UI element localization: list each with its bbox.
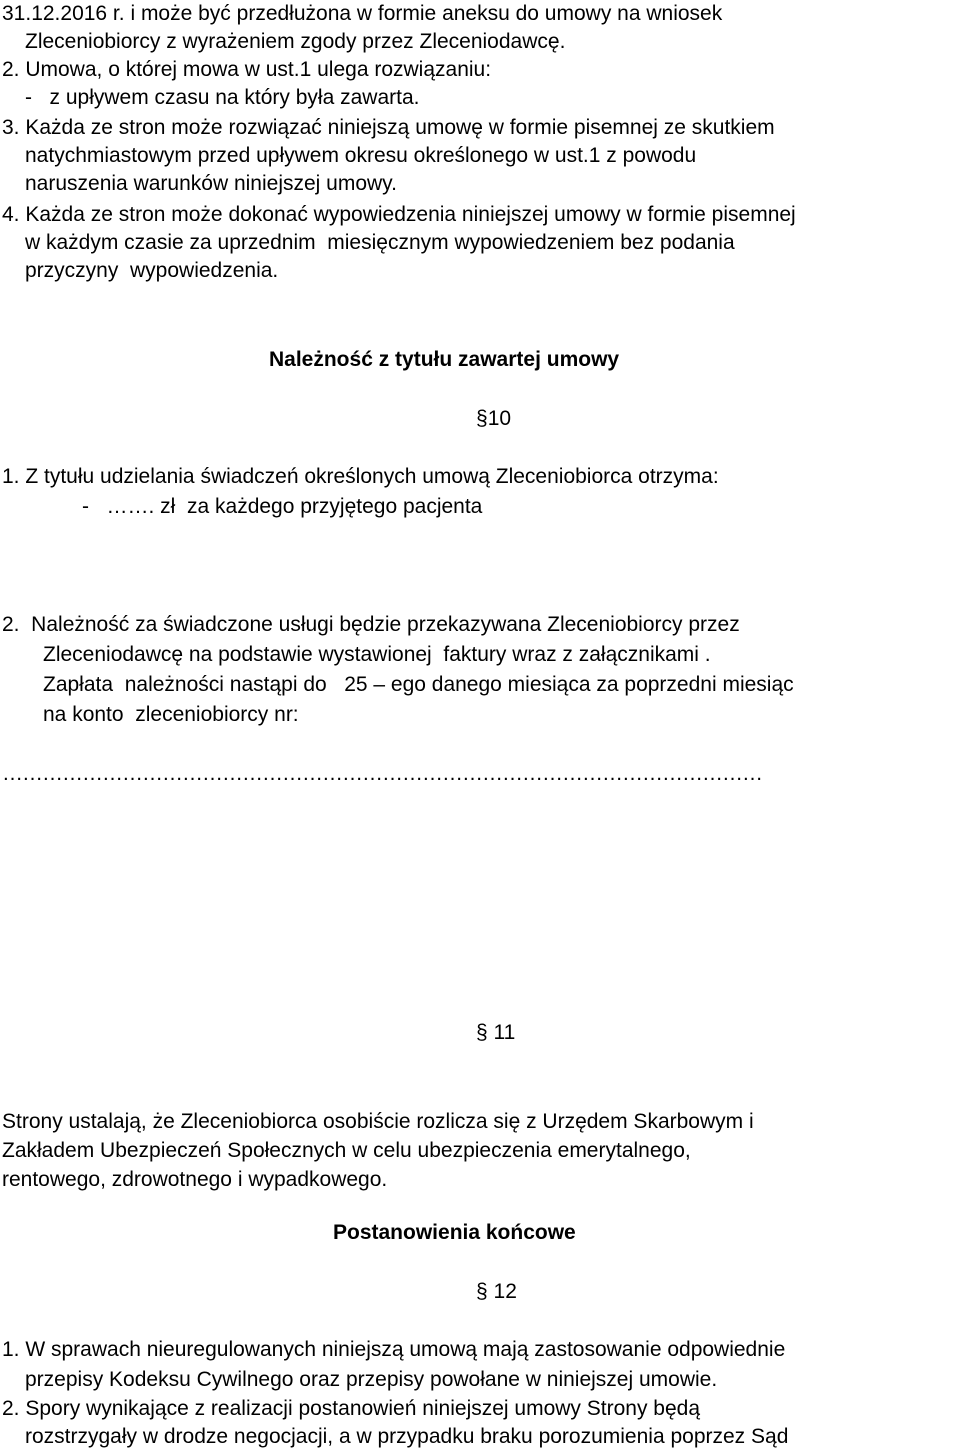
section-sign-icon: § [476, 1021, 494, 1044]
section-heading: Należność z tytułu zawartej umowy [269, 348, 620, 371]
section-sign-icon: § [476, 1280, 494, 1303]
list-item: 2. Umowa, o której mowa w ust.1 ulega rozwiązaniu: [2, 58, 492, 81]
list-item: - z upływem czasu na który była zawarta. [25, 86, 420, 109]
list-item: 1. W sprawach nieuregulowanych niniejszą umową mają zastosowanie odpowiednie [2, 1338, 786, 1361]
account-number-placeholder: …………………………………………………………………………………………………… [2, 762, 762, 785]
section-sign-icon: § [476, 407, 488, 430]
paragraph-line: rozstrzygały w drodze negocjacji, a w przypadku braku porozumienia poprzez Sąd [25, 1425, 789, 1448]
paragraph-line: w każdym czasie za uprzednim miesięcznym wypowiedzeniem bez podania [25, 231, 735, 254]
paragraph-line: rentowego, zdrowotnego i wypadkowego. [2, 1168, 388, 1191]
paragraph-line: naruszenia warunków niniejszej umowy. [25, 172, 397, 195]
paragraph-number: 11 [493, 1021, 516, 1044]
paragraph-line: Strony ustalają, że Zleceniobiorca osobiście rozlicza się z Urzędem Skarbowym i [2, 1110, 754, 1133]
list-item: - ……. zł za każdego przyjętego pacjenta [82, 495, 483, 518]
paragraph-number: 10 [487, 407, 512, 430]
paragraph-line: na konto zleceniobiorcy nr: [43, 703, 299, 726]
list-item: 2. Należność za świadczone usługi będzie przekazywana Zleceniobiorcy przez [2, 613, 740, 636]
paragraph-marker [476, 1019, 515, 1047]
paragraph-line: Zapłata należności nastąpi do 25 – ego danego miesiąca za poprzedni miesiąc [43, 673, 794, 696]
paragraph-line: przyczyny wypowiedzenia. [25, 259, 279, 282]
paragraph-number: 12 [493, 1280, 517, 1303]
paragraph-line: 31.12.2016 r. i może być przedłużona w formie aneksu do umowy na wniosek [2, 2, 723, 25]
section-heading: Postanowienia końcowe [333, 1221, 576, 1244]
paragraph-marker [476, 1278, 517, 1306]
paragraph-line: Zleceniodawcę na podstawie wystawionej faktury wraz z załącznikami . [43, 643, 711, 666]
list-item: 3. Każda ze stron może rozwiązać niniejszą umowę w formie pisemnej ze skutkiem [2, 116, 775, 139]
paragraph-line: natychmiastowym przed upływem okresu określonego w ust.1 z powodu [25, 144, 697, 167]
list-item: 2. Spory wynikające z realizacji postanowień niniejszej umowy Strony będą [2, 1397, 701, 1420]
paragraph-marker [476, 405, 511, 433]
paragraph-line: Zakładem Ubezpieczeń Społecznych w celu ubezpieczenia emerytalnego, [2, 1139, 691, 1162]
list-item: 4. Każda ze stron może dokonać wypowiedzenia niniejszej umowy w formie pisemnej [2, 203, 796, 226]
paragraph-line: Zleceniobiorcy z wyrażeniem zgody przez Zleceniodawcę. [25, 30, 566, 53]
list-item: 1. Z tytułu udzielania świadczeń określonych umową Zleceniobiorca otrzyma: [2, 465, 719, 488]
paragraph-line: przepisy Kodeksu Cywilnego oraz przepisy powołane w niniejszej umowie. [25, 1368, 718, 1391]
